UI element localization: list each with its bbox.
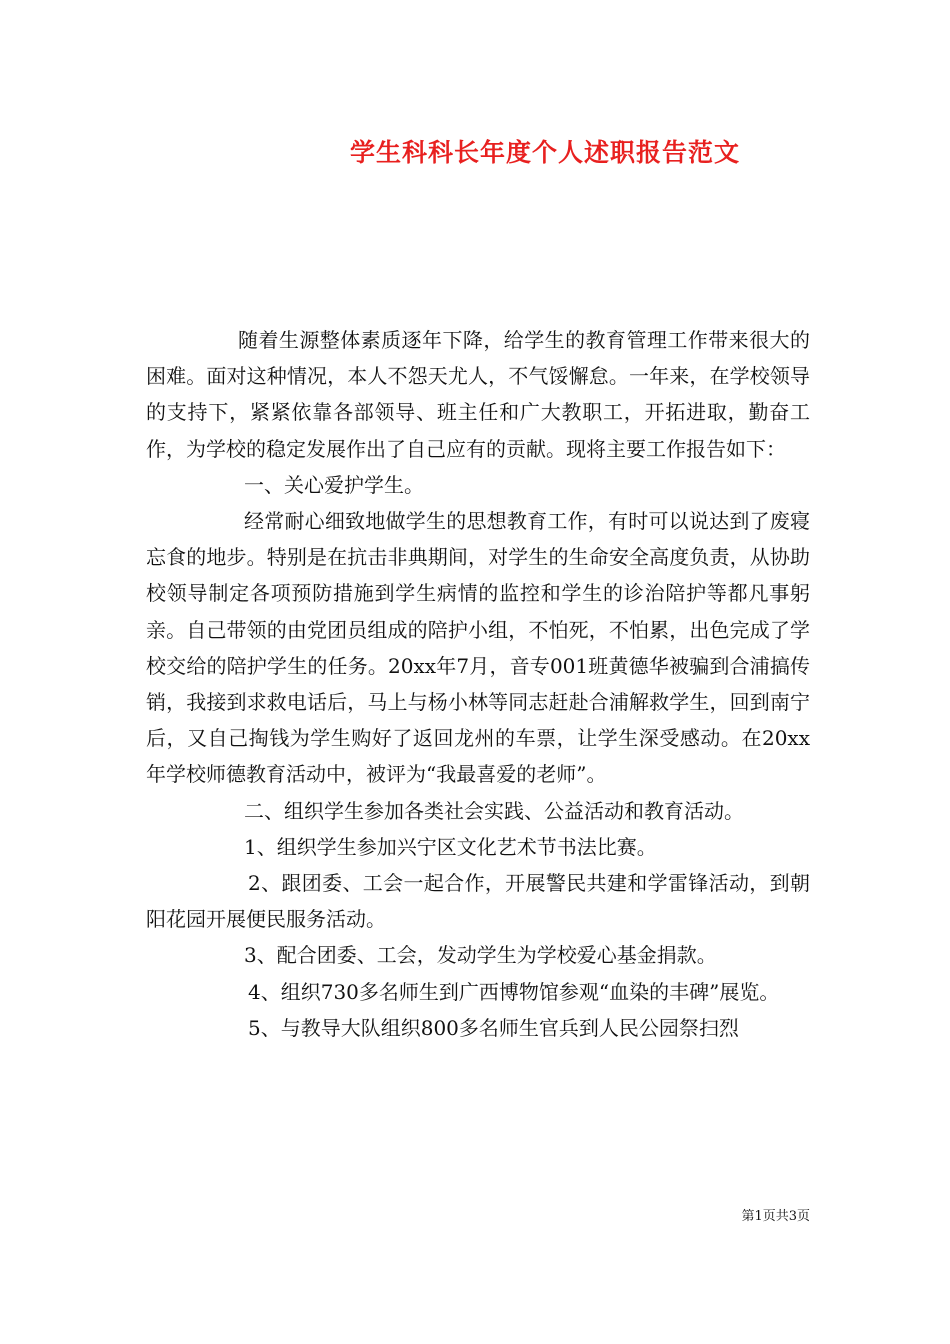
- document-body: [146, 322, 810, 1046]
- section-1-paragraph: 经常耐心细致地做学生的思想教育工作，有时可以说达到了废寝忘食的地步。特别是在抗击非典期间，对学生的生命安全高度负责，从协助校领导制定各项预防措施到学生病情的监控和学生的诊治陪护等都凡事躬亲。自己带领的由党团员组成的陪护小组，不怕死，不怕累，出色完成了学校交给的陪护学生的任务。20xx年7月，音专001班黄德华被骗到合浦搞传销，我接到求救电话后，马上与杨小林等同志赶赴合浦解救学生，回到南宁后，又自己掏钱为学生购好了返回龙州的车票，让学生深受感动。在20xx年学校师德教育活动中，被评为“我最喜爱的老师”。: [146, 509, 810, 787]
- intro-paragraph: 随着生源整体素质逐年下降，给学生的教育管理工作带来很大的困难。面对这种情况，本人不怨天尤人，不气馁懈怠。一年来，在学校领导的支持下，紧紧依靠各部领导、班主任和广大教职工，开拓进取，勤奋工作，为学校的稳定发展作出了自己应有的贡献。现将主要工作报告如下：: [146, 328, 810, 461]
- list-item: 2、跟团委、工会一起合作，开展警民共建和学雷锋活动，到朝阳花园开展便民服务活动。: [146, 871, 810, 932]
- section-heading-2: 二、组织学生参加各类社会实践、公益活动和教育活动。: [244, 798, 744, 823]
- list-item: 3、配合团委、工会，发动学生为学校爱心基金捐款。: [244, 943, 717, 968]
- list-item: 5、与教导大队组织800多名师生官兵到人民公园祭扫烈: [248, 1015, 739, 1040]
- list-item: 1、组织学生参加兴宁区文化艺术节书法比赛。: [244, 834, 657, 859]
- page-number: 第1页共3页: [741, 1209, 810, 1224]
- section-heading-1: 一、关心爱护学生。: [244, 472, 424, 497]
- page-title: 学生科科长年度个人述职报告范文: [349, 138, 740, 167]
- list-item: 4、组织730多名师生到广西博物馆参观“血染的丰碑”展览。: [248, 979, 780, 1004]
